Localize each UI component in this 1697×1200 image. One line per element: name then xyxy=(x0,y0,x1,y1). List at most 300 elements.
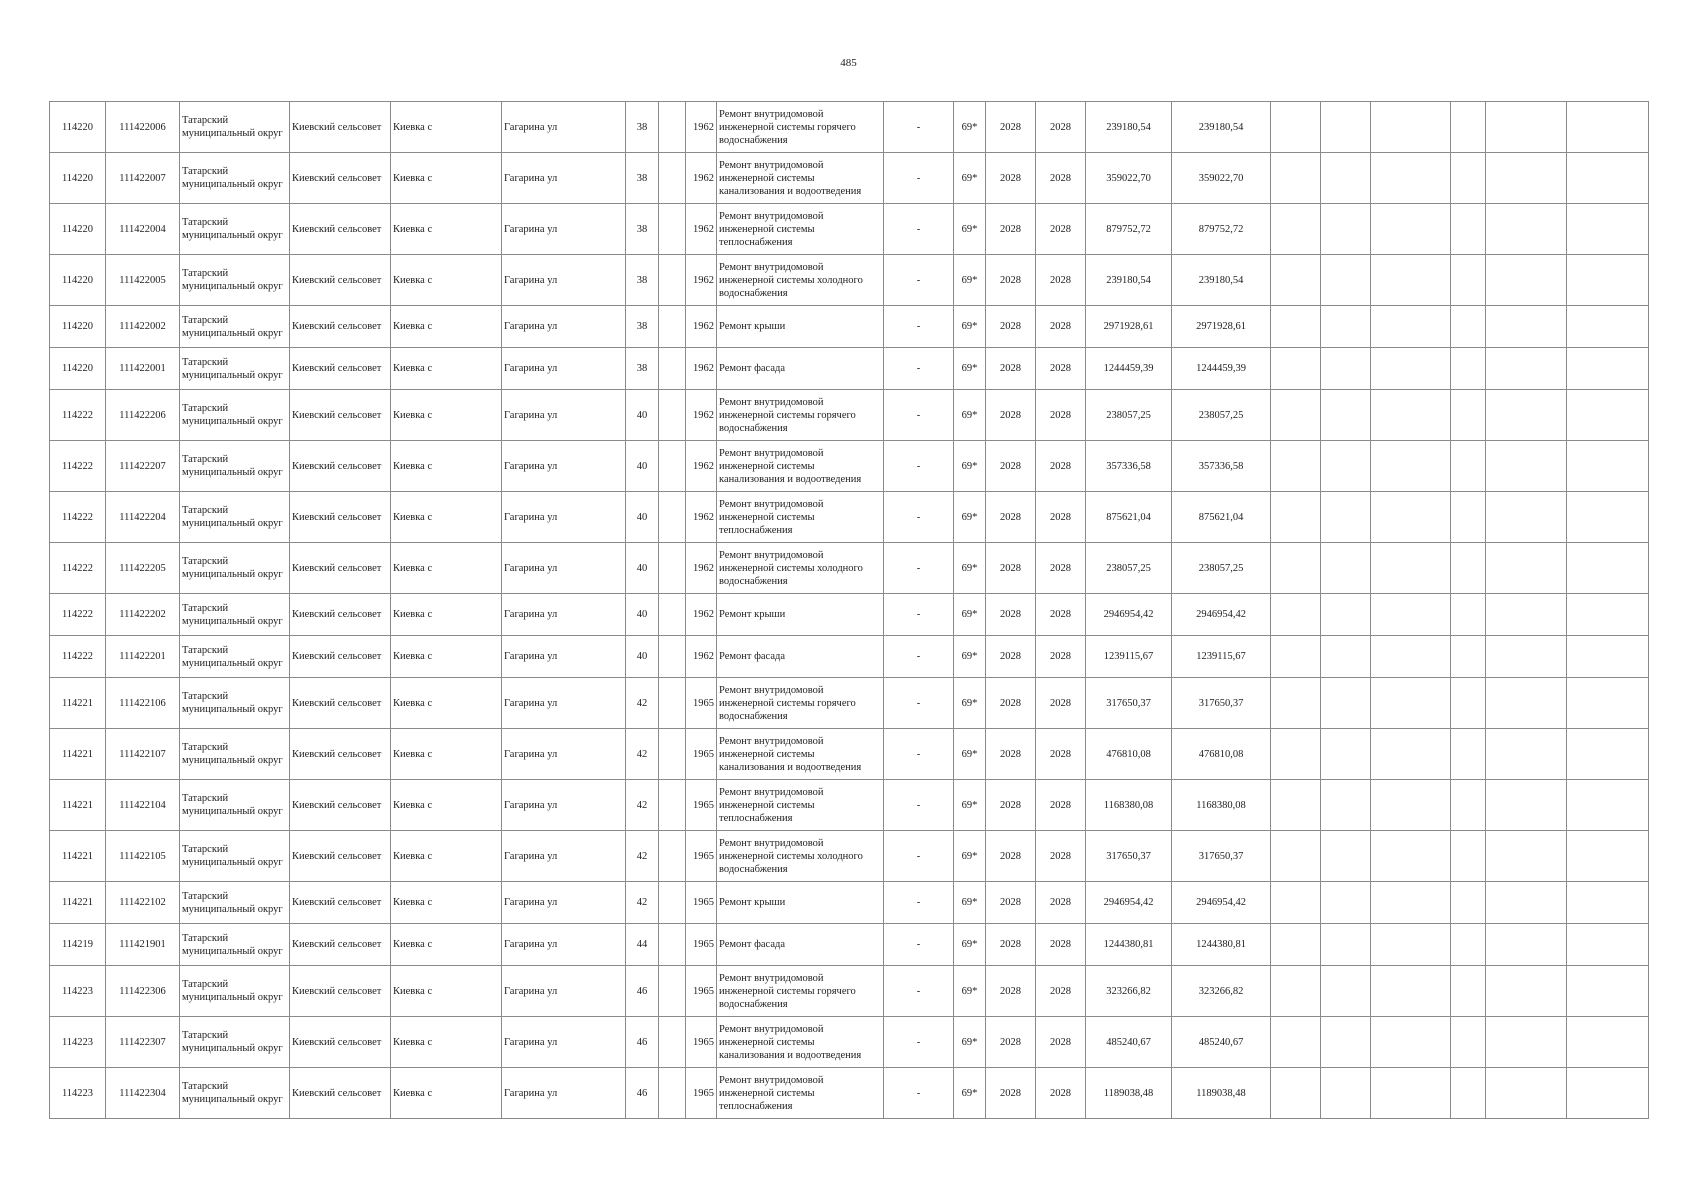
empty-cell xyxy=(1321,492,1371,543)
total-cost-cell: 317650,37 xyxy=(1172,678,1271,729)
table-row xyxy=(50,594,1649,636)
table-row xyxy=(50,390,1649,441)
wear-cell: 69* xyxy=(954,492,986,543)
build-year-cell: 1962 xyxy=(686,102,717,153)
table-row xyxy=(50,255,1649,306)
area-cell xyxy=(659,924,686,966)
empty-cell xyxy=(1321,1017,1371,1068)
wear-cell: 69* xyxy=(954,153,986,204)
empty-cell xyxy=(1451,390,1486,441)
settlement-cell: Киевка с xyxy=(391,492,502,543)
row-id-cell: 114220 xyxy=(50,306,106,348)
build-year-cell: 1965 xyxy=(686,780,717,831)
cost-cell: 1168380,08 xyxy=(1086,780,1172,831)
dash-cell: - xyxy=(884,204,954,255)
empty-cell xyxy=(1486,255,1567,306)
fact-year-cell: 2028 xyxy=(1036,441,1086,492)
plan-year-cell: 2028 xyxy=(986,594,1036,636)
dash-cell: - xyxy=(884,441,954,492)
row-id-cell: 114222 xyxy=(50,636,106,678)
empty-cell xyxy=(1271,441,1321,492)
dash-cell: - xyxy=(884,966,954,1017)
council-cell: Киевский сельсовет xyxy=(290,882,391,924)
house-number-cell: 38 xyxy=(626,348,659,390)
empty-cell xyxy=(1371,1068,1451,1119)
dash-cell: - xyxy=(884,1068,954,1119)
total-cost-cell: 323266,82 xyxy=(1172,966,1271,1017)
cost-cell: 239180,54 xyxy=(1086,255,1172,306)
street-cell: Гагарина ул xyxy=(502,153,626,204)
house-number-cell: 40 xyxy=(626,636,659,678)
work-type-cell: Ремонт внутридомовой инженерной системы теплоснабжения xyxy=(717,204,884,255)
empty-cell xyxy=(1271,255,1321,306)
wear-cell: 69* xyxy=(954,1068,986,1119)
total-cost-cell: 2946954,42 xyxy=(1172,882,1271,924)
district-cell: Татарский муниципальный округ xyxy=(180,882,290,924)
fact-year-cell: 2028 xyxy=(1036,780,1086,831)
work-type-cell: Ремонт фасада xyxy=(717,924,884,966)
dash-cell: - xyxy=(884,543,954,594)
row-id-cell: 114221 xyxy=(50,780,106,831)
settlement-cell: Киевка с xyxy=(391,780,502,831)
empty-cell xyxy=(1486,390,1567,441)
table-row xyxy=(50,636,1649,678)
empty-cell xyxy=(1567,153,1649,204)
work-type-cell: Ремонт внутридомовой инженерной системы теплоснабжения xyxy=(717,492,884,543)
build-year-cell: 1962 xyxy=(686,441,717,492)
empty-cell xyxy=(1271,594,1321,636)
settlement-cell: Киевка с xyxy=(391,255,502,306)
street-cell: Гагарина ул xyxy=(502,882,626,924)
house-number-cell: 46 xyxy=(626,1068,659,1119)
empty-cell xyxy=(1371,492,1451,543)
table-row xyxy=(50,831,1649,882)
house-number-cell: 46 xyxy=(626,1017,659,1068)
empty-cell xyxy=(1451,882,1486,924)
object-code-cell: 111422306 xyxy=(106,966,180,1017)
work-type-cell: Ремонт внутридомовой инженерной системы холодного водоснабжения xyxy=(717,543,884,594)
row-id-cell: 114223 xyxy=(50,1017,106,1068)
empty-cell xyxy=(1567,348,1649,390)
empty-cell xyxy=(1451,102,1486,153)
empty-cell xyxy=(1271,204,1321,255)
council-cell: Киевский сельсовет xyxy=(290,306,391,348)
house-number-cell: 42 xyxy=(626,780,659,831)
house-number-cell: 42 xyxy=(626,882,659,924)
empty-cell xyxy=(1321,153,1371,204)
object-code-cell: 111422304 xyxy=(106,1068,180,1119)
wear-cell: 69* xyxy=(954,966,986,1017)
settlement-cell: Киевка с xyxy=(391,678,502,729)
total-cost-cell: 2946954,42 xyxy=(1172,594,1271,636)
district-cell: Татарский муниципальный округ xyxy=(180,204,290,255)
work-type-cell: Ремонт фасада xyxy=(717,348,884,390)
table-row xyxy=(50,492,1649,543)
build-year-cell: 1962 xyxy=(686,306,717,348)
build-year-cell: 1962 xyxy=(686,543,717,594)
settlement-cell: Киевка с xyxy=(391,924,502,966)
empty-cell xyxy=(1271,306,1321,348)
wear-cell: 69* xyxy=(954,204,986,255)
settlement-cell: Киевка с xyxy=(391,390,502,441)
row-id-cell: 114220 xyxy=(50,255,106,306)
row-id-cell: 114222 xyxy=(50,390,106,441)
district-cell: Татарский муниципальный округ xyxy=(180,153,290,204)
fact-year-cell: 2028 xyxy=(1036,924,1086,966)
empty-cell xyxy=(1371,678,1451,729)
object-code-cell: 111422005 xyxy=(106,255,180,306)
work-type-cell: Ремонт внутридомовой инженерной системы теплоснабжения xyxy=(717,1068,884,1119)
empty-cell xyxy=(1371,594,1451,636)
empty-cell xyxy=(1451,924,1486,966)
fact-year-cell: 2028 xyxy=(1036,153,1086,204)
build-year-cell: 1962 xyxy=(686,636,717,678)
fact-year-cell: 2028 xyxy=(1036,1068,1086,1119)
work-type-cell: Ремонт внутридомовой инженерной системы горячего водоснабжения xyxy=(717,390,884,441)
work-type-cell: Ремонт крыши xyxy=(717,594,884,636)
empty-cell xyxy=(1567,1068,1649,1119)
empty-cell xyxy=(1321,255,1371,306)
empty-cell xyxy=(1567,441,1649,492)
empty-cell xyxy=(1321,882,1371,924)
wear-cell: 69* xyxy=(954,441,986,492)
empty-cell xyxy=(1451,543,1486,594)
empty-cell xyxy=(1451,348,1486,390)
build-year-cell: 1962 xyxy=(686,255,717,306)
empty-cell xyxy=(1321,780,1371,831)
empty-cell xyxy=(1486,831,1567,882)
plan-year-cell: 2028 xyxy=(986,636,1036,678)
empty-cell xyxy=(1451,255,1486,306)
empty-cell xyxy=(1321,831,1371,882)
row-id-cell: 114220 xyxy=(50,153,106,204)
work-type-cell: Ремонт внутридомовой инженерной системы горячего водоснабжения xyxy=(717,102,884,153)
object-code-cell: 111422202 xyxy=(106,594,180,636)
street-cell: Гагарина ул xyxy=(502,543,626,594)
build-year-cell: 1962 xyxy=(686,348,717,390)
table-row xyxy=(50,102,1649,153)
row-id-cell: 114220 xyxy=(50,348,106,390)
empty-cell xyxy=(1486,780,1567,831)
row-id-cell: 114220 xyxy=(50,204,106,255)
district-cell: Татарский муниципальный округ xyxy=(180,543,290,594)
street-cell: Гагарина ул xyxy=(502,348,626,390)
area-cell xyxy=(659,492,686,543)
street-cell: Гагарина ул xyxy=(502,729,626,780)
district-cell: Татарский муниципальный округ xyxy=(180,966,290,1017)
empty-cell xyxy=(1567,1017,1649,1068)
empty-cell xyxy=(1371,306,1451,348)
empty-cell xyxy=(1321,441,1371,492)
area-cell xyxy=(659,153,686,204)
house-number-cell: 44 xyxy=(626,924,659,966)
plan-year-cell: 2028 xyxy=(986,255,1036,306)
empty-cell xyxy=(1371,1017,1451,1068)
area-cell xyxy=(659,636,686,678)
settlement-cell: Киевка с xyxy=(391,882,502,924)
district-cell: Татарский муниципальный округ xyxy=(180,678,290,729)
council-cell: Киевский сельсовет xyxy=(290,1068,391,1119)
empty-cell xyxy=(1567,306,1649,348)
area-cell xyxy=(659,966,686,1017)
table-row xyxy=(50,966,1649,1017)
empty-cell xyxy=(1451,204,1486,255)
dash-cell: - xyxy=(884,1017,954,1068)
row-id-cell: 114222 xyxy=(50,543,106,594)
empty-cell xyxy=(1567,924,1649,966)
empty-cell xyxy=(1271,1068,1321,1119)
empty-cell xyxy=(1451,678,1486,729)
build-year-cell: 1962 xyxy=(686,390,717,441)
total-cost-cell: 238057,25 xyxy=(1172,543,1271,594)
object-code-cell: 111422106 xyxy=(106,678,180,729)
cost-cell: 1244380,81 xyxy=(1086,924,1172,966)
build-year-cell: 1965 xyxy=(686,1017,717,1068)
plan-year-cell: 2028 xyxy=(986,348,1036,390)
empty-cell xyxy=(1486,492,1567,543)
object-code-cell: 111422105 xyxy=(106,831,180,882)
work-type-cell: Ремонт внутридомовой инженерной системы холодного водоснабжения xyxy=(717,255,884,306)
empty-cell xyxy=(1486,966,1567,1017)
street-cell: Гагарина ул xyxy=(502,924,626,966)
work-type-cell: Ремонт внутридомовой инженерной системы канализования и водоотведения xyxy=(717,441,884,492)
empty-cell xyxy=(1371,255,1451,306)
council-cell: Киевский сельсовет xyxy=(290,831,391,882)
dash-cell: - xyxy=(884,780,954,831)
cost-cell: 2946954,42 xyxy=(1086,882,1172,924)
object-code-cell: 111422206 xyxy=(106,390,180,441)
fact-year-cell: 2028 xyxy=(1036,594,1086,636)
empty-cell xyxy=(1567,780,1649,831)
table-row xyxy=(50,153,1649,204)
object-code-cell: 111422102 xyxy=(106,882,180,924)
empty-cell xyxy=(1271,636,1321,678)
work-type-cell: Ремонт крыши xyxy=(717,882,884,924)
settlement-cell: Киевка с xyxy=(391,1068,502,1119)
wear-cell: 69* xyxy=(954,636,986,678)
build-year-cell: 1965 xyxy=(686,924,717,966)
settlement-cell: Киевка с xyxy=(391,831,502,882)
empty-cell xyxy=(1451,306,1486,348)
street-cell: Гагарина ул xyxy=(502,204,626,255)
cost-cell: 476810,08 xyxy=(1086,729,1172,780)
district-cell: Татарский муниципальный округ xyxy=(180,390,290,441)
row-id-cell: 114222 xyxy=(50,492,106,543)
plan-year-cell: 2028 xyxy=(986,831,1036,882)
cost-cell: 317650,37 xyxy=(1086,831,1172,882)
empty-cell xyxy=(1271,1017,1321,1068)
empty-cell xyxy=(1271,678,1321,729)
settlement-cell: Киевка с xyxy=(391,102,502,153)
build-year-cell: 1962 xyxy=(686,594,717,636)
wear-cell: 69* xyxy=(954,678,986,729)
settlement-cell: Киевка с xyxy=(391,1017,502,1068)
area-cell xyxy=(659,729,686,780)
wear-cell: 69* xyxy=(954,255,986,306)
house-number-cell: 40 xyxy=(626,441,659,492)
empty-cell xyxy=(1371,348,1451,390)
area-cell xyxy=(659,204,686,255)
total-cost-cell: 485240,67 xyxy=(1172,1017,1271,1068)
empty-cell xyxy=(1451,1068,1486,1119)
dash-cell: - xyxy=(884,102,954,153)
settlement-cell: Киевка с xyxy=(391,543,502,594)
settlement-cell: Киевка с xyxy=(391,636,502,678)
empty-cell xyxy=(1451,441,1486,492)
empty-cell xyxy=(1271,543,1321,594)
area-cell xyxy=(659,1068,686,1119)
build-year-cell: 1965 xyxy=(686,678,717,729)
plan-year-cell: 2028 xyxy=(986,153,1036,204)
dash-cell: - xyxy=(884,882,954,924)
wear-cell: 69* xyxy=(954,831,986,882)
council-cell: Киевский сельсовет xyxy=(290,153,391,204)
fact-year-cell: 2028 xyxy=(1036,1017,1086,1068)
cost-cell: 359022,70 xyxy=(1086,153,1172,204)
district-cell: Татарский муниципальный округ xyxy=(180,102,290,153)
street-cell: Гагарина ул xyxy=(502,678,626,729)
settlement-cell: Киевка с xyxy=(391,348,502,390)
plan-year-cell: 2028 xyxy=(986,924,1036,966)
council-cell: Киевский сельсовет xyxy=(290,594,391,636)
total-cost-cell: 357336,58 xyxy=(1172,441,1271,492)
row-id-cell: 114221 xyxy=(50,831,106,882)
fact-year-cell: 2028 xyxy=(1036,882,1086,924)
plan-year-cell: 2028 xyxy=(986,882,1036,924)
area-cell xyxy=(659,780,686,831)
district-cell: Татарский муниципальный округ xyxy=(180,255,290,306)
empty-cell xyxy=(1486,678,1567,729)
empty-cell xyxy=(1486,102,1567,153)
empty-cell xyxy=(1567,729,1649,780)
cost-cell: 2971928,61 xyxy=(1086,306,1172,348)
empty-cell xyxy=(1567,543,1649,594)
house-number-cell: 38 xyxy=(626,204,659,255)
house-number-cell: 38 xyxy=(626,102,659,153)
empty-cell xyxy=(1451,966,1486,1017)
empty-cell xyxy=(1371,924,1451,966)
empty-cell xyxy=(1486,924,1567,966)
dash-cell: - xyxy=(884,831,954,882)
area-cell xyxy=(659,441,686,492)
empty-cell xyxy=(1567,255,1649,306)
house-number-cell: 38 xyxy=(626,306,659,348)
district-cell: Татарский муниципальный округ xyxy=(180,729,290,780)
wear-cell: 69* xyxy=(954,594,986,636)
plan-year-cell: 2028 xyxy=(986,102,1036,153)
plan-year-cell: 2028 xyxy=(986,1068,1036,1119)
empty-cell xyxy=(1321,594,1371,636)
street-cell: Гагарина ул xyxy=(502,636,626,678)
settlement-cell: Киевка с xyxy=(391,306,502,348)
table-row xyxy=(50,1017,1649,1068)
cost-cell: 323266,82 xyxy=(1086,966,1172,1017)
object-code-cell: 111422007 xyxy=(106,153,180,204)
fact-year-cell: 2028 xyxy=(1036,966,1086,1017)
empty-cell xyxy=(1451,492,1486,543)
empty-cell xyxy=(1371,390,1451,441)
plan-year-cell: 2028 xyxy=(986,492,1036,543)
dash-cell: - xyxy=(884,306,954,348)
total-cost-cell: 238057,25 xyxy=(1172,390,1271,441)
house-number-cell: 38 xyxy=(626,153,659,204)
empty-cell xyxy=(1321,543,1371,594)
fact-year-cell: 2028 xyxy=(1036,306,1086,348)
total-cost-cell: 239180,54 xyxy=(1172,102,1271,153)
council-cell: Киевский сельсовет xyxy=(290,543,391,594)
dash-cell: - xyxy=(884,390,954,441)
cost-cell: 1189038,48 xyxy=(1086,1068,1172,1119)
street-cell: Гагарина ул xyxy=(502,831,626,882)
cost-cell: 239180,54 xyxy=(1086,102,1172,153)
empty-cell xyxy=(1271,102,1321,153)
object-code-cell: 111422307 xyxy=(106,1017,180,1068)
object-code-cell: 111422104 xyxy=(106,780,180,831)
empty-cell xyxy=(1271,492,1321,543)
total-cost-cell: 1239115,67 xyxy=(1172,636,1271,678)
plan-year-cell: 2028 xyxy=(986,441,1036,492)
build-year-cell: 1965 xyxy=(686,1068,717,1119)
dash-cell: - xyxy=(884,153,954,204)
area-cell xyxy=(659,543,686,594)
build-year-cell: 1962 xyxy=(686,204,717,255)
fact-year-cell: 2028 xyxy=(1036,390,1086,441)
wear-cell: 69* xyxy=(954,102,986,153)
district-cell: Татарский муниципальный округ xyxy=(180,831,290,882)
row-id-cell: 114219 xyxy=(50,924,106,966)
street-cell: Гагарина ул xyxy=(502,102,626,153)
build-year-cell: 1965 xyxy=(686,831,717,882)
empty-cell xyxy=(1271,729,1321,780)
table-row xyxy=(50,1068,1649,1119)
wear-cell: 69* xyxy=(954,882,986,924)
empty-cell xyxy=(1271,153,1321,204)
house-number-cell: 40 xyxy=(626,543,659,594)
empty-cell xyxy=(1321,102,1371,153)
empty-cell xyxy=(1271,924,1321,966)
street-cell: Гагарина ул xyxy=(502,1017,626,1068)
empty-cell xyxy=(1321,729,1371,780)
plan-year-cell: 2028 xyxy=(986,543,1036,594)
wear-cell: 69* xyxy=(954,543,986,594)
area-cell xyxy=(659,348,686,390)
area-cell xyxy=(659,882,686,924)
empty-cell xyxy=(1567,882,1649,924)
work-type-cell: Ремонт внутридомовой инженерной системы горячего водоснабжения xyxy=(717,678,884,729)
empty-cell xyxy=(1371,966,1451,1017)
fact-year-cell: 2028 xyxy=(1036,348,1086,390)
object-code-cell: 111422205 xyxy=(106,543,180,594)
fact-year-cell: 2028 xyxy=(1036,492,1086,543)
plan-year-cell: 2028 xyxy=(986,204,1036,255)
district-cell: Татарский муниципальный округ xyxy=(180,594,290,636)
build-year-cell: 1965 xyxy=(686,729,717,780)
cost-cell: 2946954,42 xyxy=(1086,594,1172,636)
district-cell: Татарский муниципальный округ xyxy=(180,780,290,831)
dash-cell: - xyxy=(884,255,954,306)
empty-cell xyxy=(1486,729,1567,780)
empty-cell xyxy=(1321,306,1371,348)
empty-cell xyxy=(1371,882,1451,924)
work-type-cell: Ремонт внутридомовой инженерной системы горячего водоснабжения xyxy=(717,966,884,1017)
empty-cell xyxy=(1567,102,1649,153)
row-id-cell: 114221 xyxy=(50,678,106,729)
district-cell: Татарский муниципальный округ xyxy=(180,636,290,678)
total-cost-cell: 1244459,39 xyxy=(1172,348,1271,390)
work-type-cell: Ремонт крыши xyxy=(717,306,884,348)
area-cell xyxy=(659,678,686,729)
cost-cell: 317650,37 xyxy=(1086,678,1172,729)
